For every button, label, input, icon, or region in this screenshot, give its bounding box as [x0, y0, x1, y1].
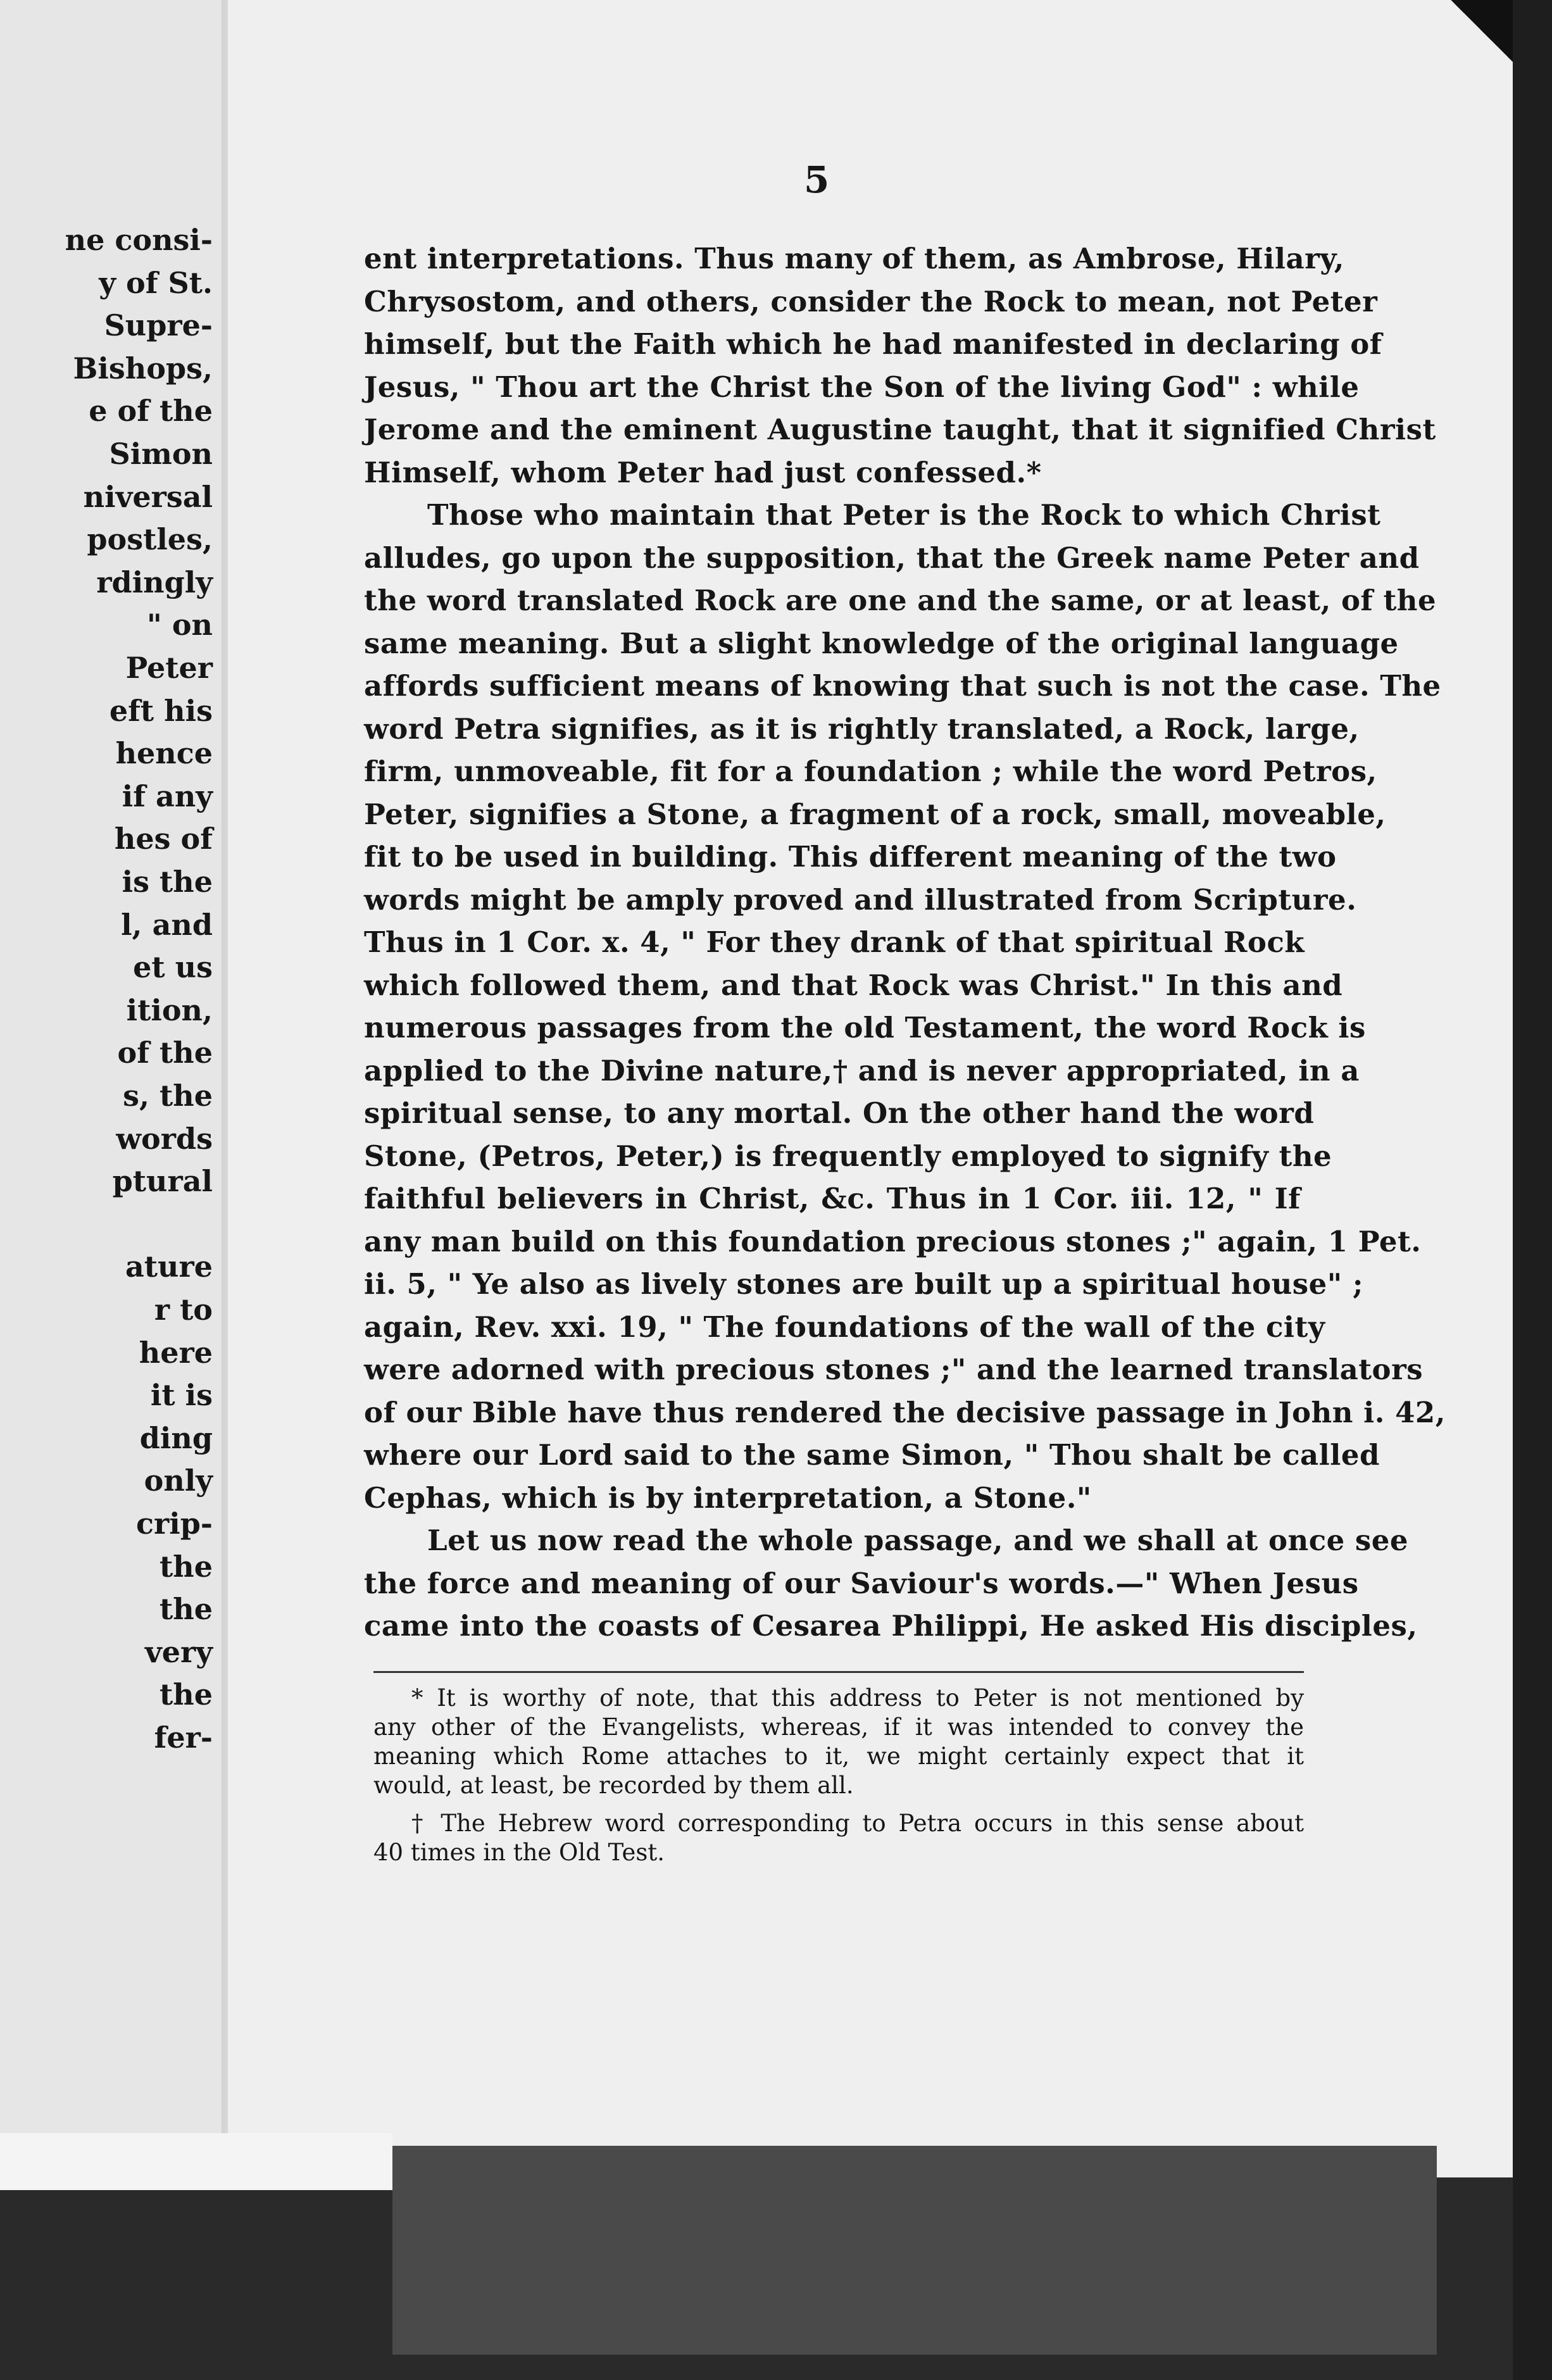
- left-page-fragment: y of St.: [99, 265, 213, 300]
- text-line: faithful believers in Christ, &c. Thus in 1 Cor. iii. 12, " If: [364, 1182, 1301, 1215]
- footnote-line: * It is worthy of note, that this address to Peter is not mentioned by: [411, 1684, 1304, 1712]
- left-page-fragment: Bishops,: [73, 351, 213, 385]
- left-page-fragment: the: [160, 1549, 213, 1584]
- left-page-fragment: l, and: [121, 907, 213, 942]
- left-page-fragment: here: [139, 1335, 213, 1370]
- text-line: Peter, signifies a Stone, a fragment of a rock, small, moveable,: [364, 797, 1386, 831]
- text-line: words might be amply proved and illustrated from Scripture.: [364, 882, 1357, 917]
- left-page-fragment: ature: [125, 1250, 213, 1284]
- left-page-fragment: the: [160, 1592, 213, 1627]
- text-line: again, Rev. xxi. 19, " The foundations of the wall of the city: [364, 1310, 1325, 1344]
- text-line: which followed them, and that Rock was Christ." In this and: [364, 968, 1343, 1002]
- footnote-line: 40 times in the Old Test.: [373, 1839, 665, 1866]
- right-scan-edge: [1513, 0, 1552, 2380]
- left-page-fragment: the: [160, 1677, 213, 1712]
- text-line: Himself, whom Peter had just confessed.*: [364, 455, 1042, 489]
- text-line: Jerome and the eminent Augustine taught, that it signified Christ: [364, 413, 1436, 446]
- text-line: applied to the Divine nature,† and is never appropriated, in a: [364, 1053, 1360, 1087]
- scan-dark-area: [392, 2146, 1437, 2355]
- footnote-line: would, at least, be recorded by them all.: [373, 1772, 854, 1799]
- footnotes: [373, 1684, 1304, 1867]
- text-line: Thus in 1 Cor. x. 4, " For they drank of that spiritual Rock: [364, 925, 1305, 959]
- left-page-fragment: rdingly: [96, 565, 213, 599]
- footnote-line: meaning which Rome attaches to it, we might certainly expect that it: [373, 1743, 1304, 1770]
- text-line: any man build on this foundation precious stones ;" again, 1 Pet.: [364, 1224, 1422, 1258]
- left-page-fragment: if any: [122, 779, 213, 813]
- left-page-fragment: Simon: [109, 437, 213, 471]
- left-page-fragment: et us: [133, 950, 213, 985]
- text-line: himself, but the Faith which he had manifested in declaring of: [364, 327, 1382, 361]
- text-line: word Petra signifies, as it is rightly translated, a Rock, large,: [364, 711, 1360, 746]
- bottom-page-strip: [0, 2133, 392, 2190]
- text-line: alludes, go upon the supposition, that the Greek name Peter and: [364, 541, 1420, 575]
- left-page-fragment: ding: [139, 1420, 213, 1455]
- left-page-edge: [0, 0, 223, 2133]
- left-page-fragment: of the: [117, 1036, 213, 1070]
- text-line: numerous passages from the old Testament, the word Rock is: [364, 1011, 1366, 1044]
- text-line: ii. 5, " Ye also as lively stones are built up a spiritual house" ;: [364, 1267, 1363, 1301]
- text-line: spiritual sense, to any mortal. On the other hand the word: [364, 1096, 1315, 1130]
- text-line: Chrysostom, and others, consider the Rock to mean, not Peter: [364, 284, 1378, 318]
- text-line: Stone, (Petros, Peter,) is frequently employed to signify the: [364, 1139, 1332, 1173]
- left-page-fragment: ition,: [126, 993, 213, 1027]
- body-text: [364, 237, 1446, 1648]
- text-line: came into the coasts of Cesarea Philippi, He asked His disciples,: [364, 1609, 1418, 1643]
- left-page-fragment: only: [144, 1463, 213, 1498]
- left-page-fragment: ptural: [112, 1164, 213, 1199]
- left-page-fragment: very: [145, 1634, 213, 1669]
- left-page-fragment: it is: [150, 1378, 213, 1413]
- text-line: ent interpretations. Thus many of them, as Ambrose, Hilary,: [364, 242, 1344, 275]
- left-page-fragment: crip-: [136, 1506, 213, 1541]
- text-line: firm, unmoveable, fit for a foundation ; while the word Petros,: [364, 755, 1377, 788]
- text-line: where our Lord said to the same Simon, " Thou shalt be called: [364, 1438, 1380, 1472]
- text-line: same meaning. But a slight knowledge of the original language: [364, 626, 1399, 660]
- text-line: the force and meaning of our Saviour's words.—" When Jesus: [364, 1566, 1359, 1600]
- left-page-fragment: words: [116, 1121, 213, 1156]
- text-line: Cephas, which is by interpretation, a Stone.": [364, 1481, 1092, 1515]
- left-page-fragment: fer-: [154, 1720, 213, 1755]
- text-line: Let us now read the whole passage, and we shall at once see: [427, 1524, 1408, 1557]
- text-line: fit to be used in building. This different meaning of the two: [364, 840, 1337, 874]
- left-page-fragment: is the: [122, 865, 213, 899]
- left-page-fragment: hence: [115, 736, 213, 771]
- text-line: the word translated Rock are one and the same, or at least, of the: [364, 584, 1437, 617]
- footnote-line: any other of the Evangelists, whereas, if it was intended to convey the: [373, 1713, 1304, 1741]
- left-page-fragment: postles,: [87, 522, 213, 557]
- left-page-fragment: " on: [146, 608, 213, 642]
- text-line: Those who maintain that Peter is the Rock to which Christ: [427, 498, 1381, 532]
- left-page-fragment: niversal: [83, 479, 213, 514]
- footnote-line: † The Hebrew word corresponding to Petra occurs in this sense about: [411, 1810, 1304, 1837]
- left-page-fragment: r to: [154, 1293, 213, 1327]
- text-line: affords sufficient means of knowing that such is not the case. The: [364, 669, 1441, 703]
- left-page-fragment: hes of: [114, 822, 213, 856]
- left-page-fragment: e of the: [89, 394, 213, 429]
- text-line: Jesus, " Thou art the Christ the Son of the living God" : while: [364, 370, 1360, 404]
- left-page-fragment: ne consi-: [65, 223, 213, 257]
- left-page-fragment: s, the: [123, 1079, 213, 1113]
- left-page-fragment: Supre-: [104, 308, 213, 343]
- text-line: of our Bible have thus rendered the decisive passage in John i. 42,: [364, 1395, 1446, 1429]
- text-line: were adorned with precious stones ;" and the learned translators: [364, 1353, 1424, 1386]
- left-page-fragment: eft his: [109, 693, 213, 728]
- left-page-fragment: Peter: [125, 651, 213, 685]
- page-number: 5: [804, 158, 830, 201]
- footnote-rule: [373, 1671, 1304, 1673]
